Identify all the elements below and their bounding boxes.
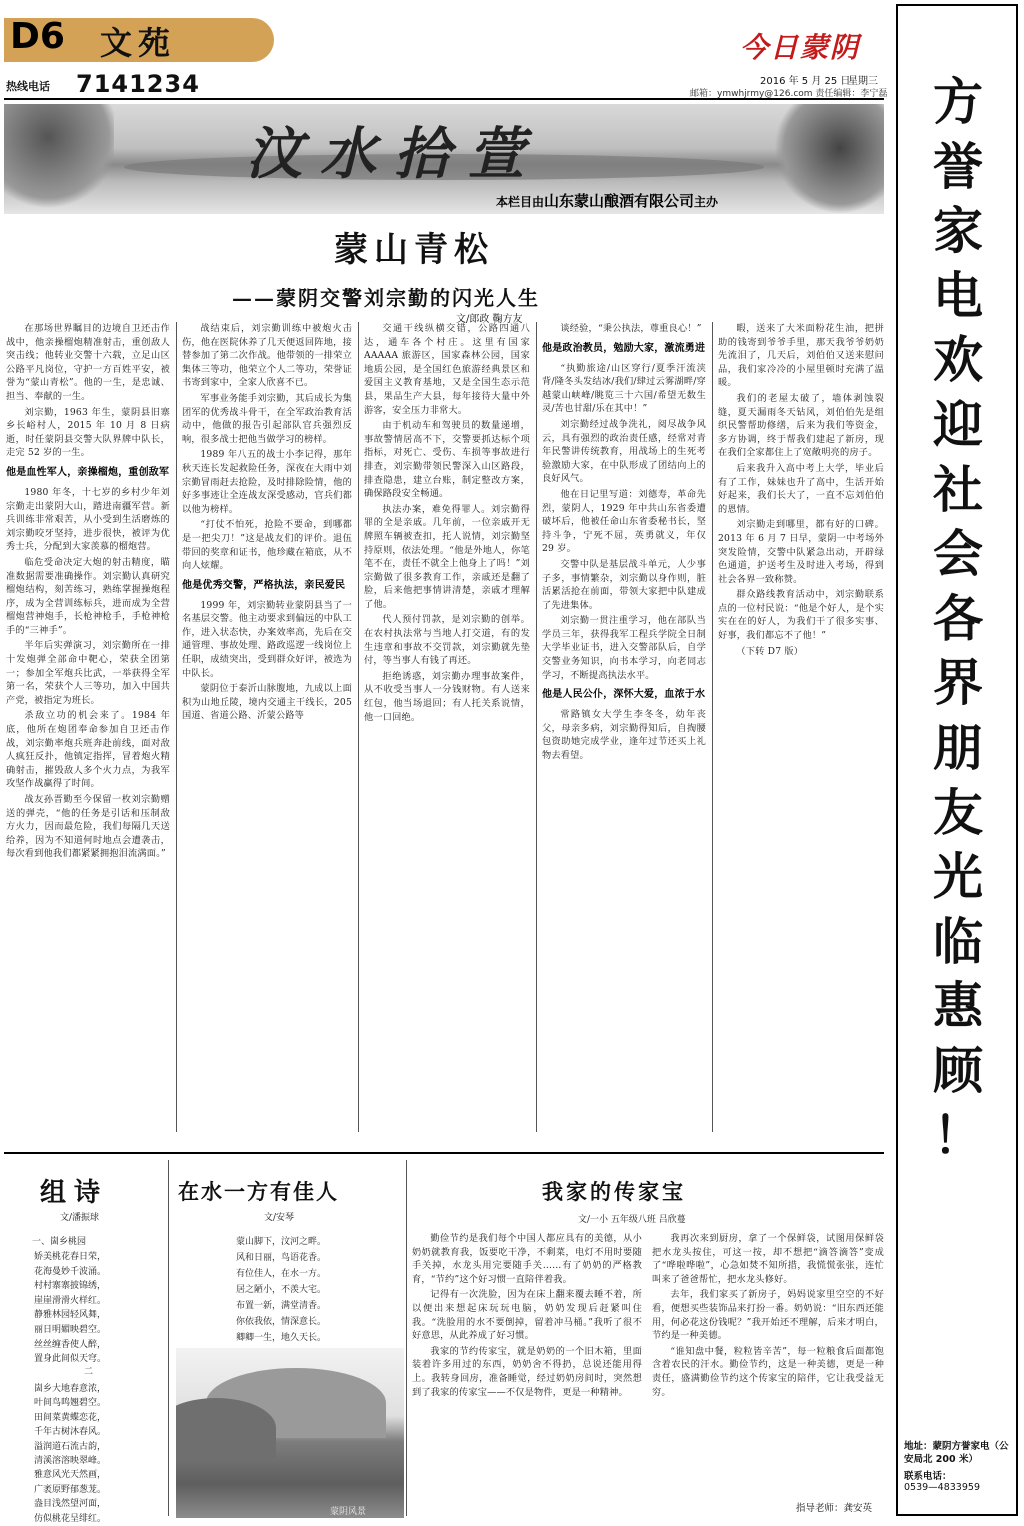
article-paragraph: （下转 D7 版）	[736, 645, 804, 657]
essay-paragraph: 我再次来到厨房，拿了一个保鲜袋，试图用保鲜袋把水龙头按住，可这一按，却不想把“滴答滴答”变成了“哗啦哗啦”，心急如焚不知所措，我慌慌张张，连忙叫来了爸爸帮忙，把水龙头修好。	[652, 1233, 884, 1285]
hotline-number: 7141234	[76, 70, 200, 98]
essay-paragraph: 去年，我们家买了新房子，妈妈说家里空空的不好看，便想买些装饰品来打扮一番。奶奶说：“旧东西还能用，何必花这份钱呢？”我开始还不理解，后来才明白，节约是一种美德。	[652, 1289, 884, 1342]
column-rule	[536, 322, 537, 1132]
essay-paragraph: 我家的节约传家宝，就是奶奶的一个旧木箱，里面装着许多用过的东西，奶奶舍不得扔，总说还能用得上。我转身回房，准备睡觉，经过奶奶房间时，突然想到了我家的传家宝——不仅是物件，更是一种精神。	[412, 1345, 642, 1398]
essay-teacher: 指导老师：龚安英	[796, 1503, 873, 1514]
ad-slogan-char: 家	[933, 202, 983, 261]
poem-line: 村村寨寨披锦绣，	[34, 1281, 107, 1292]
essay-byline: 文/一小 五年级八班 吕欣蔓	[578, 1215, 686, 1225]
poem-line: 盎目浅然望河面，	[34, 1499, 107, 1510]
ad-slogan-char: 顾	[933, 1041, 983, 1100]
essay-column-b	[652, 1232, 884, 1490]
poem-line: 叶间鸟鸣翘碧空。	[34, 1398, 107, 1409]
ad-slogan-char: 惠	[933, 977, 983, 1036]
ad-phone-label: 联系电话：	[904, 1471, 952, 1482]
poem-line: 卿卿一生，地久天长。	[236, 1333, 327, 1343]
ad-slogan-char: 欢	[933, 331, 983, 390]
ad-slogan-char: 光	[933, 848, 983, 907]
poem-line: 广袤原野郁葱茏。	[34, 1484, 107, 1495]
poem-line: 仿似桃花呈绯红。	[34, 1513, 107, 1524]
poem-line: 有位佳人，在水一方。	[236, 1269, 327, 1279]
poem1-byline: 文/潘振球	[60, 1213, 100, 1223]
article-paragraph: “执勤旅途/山区穿行/夏季汗流浃背/隆冬头发结冰/我们/肆过云雾湖畔/穿越蒙山峡峰/眺览三十六国/希望无数生灵/苦也甘甜/乐在其中！”	[542, 362, 706, 415]
article-paragraph: 刘宗勤，1963 年生，蒙阴县旧寨乡长峪村人，2015 年 10 月 8 日病逝，时任蒙阴县交警大队界牌中队长，走完 52 岁的一生。	[6, 406, 170, 459]
poem2-title: 在水一方有佳人	[178, 1180, 339, 1204]
article-subheading: 他是政治教员，勉励大家，激流勇进	[542, 342, 706, 354]
poem-line: 蒙山脚下，汶河之畔。	[236, 1237, 327, 1247]
article-paragraph: 后来我升入高中考上大学，毕业后有了工作，妹妹也升了高中，生活开始好起来，我们长大了，一直不忘刘伯伯的恩情。	[718, 462, 884, 515]
poem-line: 置身此间似天穹。	[34, 1354, 107, 1365]
ad-slogan-char: 迎	[933, 395, 983, 454]
hotline-label: 热线电话	[6, 80, 50, 93]
banner-title: 汶水拾萱	[246, 121, 542, 187]
article-subheading: 他是人民公仆，深怀大爱，血浓于水	[542, 689, 706, 701]
issue-weekday: 星期三	[848, 76, 878, 87]
section-name: 文苑	[100, 24, 177, 62]
article-column-4	[542, 322, 706, 1134]
article-paragraph: 交警中队是基层战斗单元，人少事子多，事情繁杂，刘宗勤以身作则，脏活累活抢在前面，带领大家把中队建成了先进集体。	[542, 558, 706, 611]
article-paragraph: 谈经验，“秉公执法，尊重良心！”	[560, 323, 702, 334]
poem-line: 雅意风光天然画，	[34, 1470, 107, 1481]
article-paragraph: 在那场世界瞩目的边境自卫还击作战中，他亲操榴炮精准射击，重创敌人突击线；他转业交警十六载，立足山区公路平凡岗位，守护一方百姓平安，被誉为“蒙山青松”。他的一生，是忠诚、担当、奉献的一生。	[6, 323, 170, 402]
sponsor-name: 山东蒙山酿酒有限公司	[544, 192, 695, 210]
essay-column-a	[412, 1232, 642, 1498]
article-paragraph: 1999 年，刘宗勤转业蒙阴县当了一名基层交警。他主动要求到偏远的中队工作，进入状态快，办案效率高，先后在交通管理、事故处理、路政巡逻一线岗位上任职，成绩突出，受到群众好评，被选为中队长。	[182, 599, 352, 679]
poem-line: 娇美桃花春日荣，	[34, 1252, 107, 1262]
essay-paragraph: 勤俭节约是我们每个中国人都应具有的美德，从小奶奶就教育我，饭要吃干净，不剩菜，电灯不用时要随手关掉，水龙头用完要随手关……有了奶奶的严格教育，“节约”这个好习惯一直陪伴着我。	[412, 1233, 642, 1285]
article-paragraph: 交通干线纵横交错，公路四通八达，通车各个村庄。这里有国家 AAAAA 旅游区，国家森林公园，国家地质公园，是全国红色旅游经典景区和爱国主义教育基地，又是全国生态示范县，果品生产大县，每年接待大量中外游客，安全压力非常大。	[364, 323, 530, 416]
article-paragraph: 战结束后，刘宗勤训练中被炮火击伤，他在医院休养了几天便返回阵地，接替参加了第二次作战。他带领的一排荣立集体三等功，他荣立个人二等功，荣誉证书寄到家中，全家人欣喜不已。	[182, 323, 352, 389]
sponsor-suffix: 主办	[694, 195, 719, 209]
column-rule	[358, 322, 359, 1132]
poem1-part2	[34, 1382, 164, 1526]
poem1-part1	[34, 1250, 164, 1367]
article-paragraph: 战友孙晋勤至今保留一枚刘宗勤赠送的弹壳，“他的任务是引话和压制敌方火力，因而最危险，我们每隔几天送给养，因为不知道何时地点会遭袭击，每次看到他我们都紧紧拥抱泪流满面。”	[6, 794, 170, 860]
article-paragraph: 群众路线教育活动中，刘宗勤联系点的一位村民说：“他是个好人，是个实实在在的好人，为我们干了很多实事、好事，我们都忘不了他！”	[718, 589, 884, 642]
ad-slogan-char: ！	[933, 1106, 983, 1165]
poem-line: 丽日明媚映碧空。	[34, 1324, 107, 1335]
ad-slogan-char: 界	[933, 654, 983, 713]
banner-trees-right	[774, 104, 884, 214]
poem-line: 你依我依，情深意长。	[236, 1317, 327, 1327]
poem-line: 千年古树沐春风。	[34, 1427, 107, 1438]
column-rule	[168, 1160, 169, 1516]
poem-line: 居之陋小，不羡大宅。	[236, 1285, 327, 1295]
issue-date: 2016 年 5 月 25 日	[760, 76, 851, 87]
article-paragraph: 杀敌立功的机会来了。1984 年底，他所在炮团奉命参加自卫还击作战，刘宗勤率炮兵班奔赴前线，面对敌人疯狂反扑，他镇定指挥，冒着炮火精确射击，摧毁敌人多个火力点，为我军攻坚作战赢得了时间。	[6, 710, 170, 790]
column-rule	[176, 322, 177, 1132]
ad-slogan-char: 社	[933, 460, 983, 519]
column-rule	[406, 1160, 407, 1516]
article-paragraph: 半年后实弹演习，刘宗勤所在一排十发炮弹全部命中靶心，荣获全团第一；参加全军炮兵比武，一举获得全军第一名，荣获个人三等功，加入中国共产党，被指定为班长。	[6, 640, 170, 706]
ad-slogan-char: 临	[933, 912, 983, 971]
banner-sponsor	[496, 190, 718, 211]
article-paragraph: 刘宗勤走到哪里，都有好的口碑。2013 年 6 月 7 日早，蒙阴一中考场外突发险情，交警中队紧急出动，开辟绿色通道，护送考生及时进入考场，得到社会各界一致称赞。	[718, 519, 884, 585]
poem2-lines	[236, 1234, 396, 1346]
ad-slogan-char: 会	[933, 525, 983, 584]
poem-line: 崖崖滑滑火样红。	[34, 1295, 107, 1306]
article-paragraph: 1980 年冬，十七岁的乡村少年刘宗勤走出蒙阴大山，踏进南疆军营。新兵训练非常艰苦，从小受到生活磨炼的刘宗勤咬牙坚持，进步很快，被评为优秀士兵，分配到大家羡慕的榴炮营。	[6, 486, 170, 553]
poem1-part1-title: 一、崮乡桃园	[32, 1237, 87, 1247]
email-editor: 邮箱：ymwhjrmy@126.com 责任编辑：李宁磊	[690, 89, 888, 99]
poem1-part2-title: 二	[84, 1367, 94, 1377]
ad-slogan-char: 方	[933, 73, 983, 131]
banner-trees-left	[4, 104, 114, 214]
poem-line: 崮乡大地春意浓，	[34, 1384, 107, 1394]
poem2-byline: 文/安琴	[264, 1213, 295, 1223]
ad-slogan-char: 各	[933, 589, 983, 648]
brand-logo: 今日蒙阴	[740, 31, 861, 64]
article-byline: 文/郎政 鞠方友	[456, 314, 523, 325]
photo-credit: 蒙阴风景	[330, 1507, 367, 1517]
article-paragraph: 执法办案，难免得罪人。刘宗勤得罪的全是亲戚。几年前，一位亲戚开无牌照车辆被查扣，托人说情，刘宗勤坚持原则，依法处理。“他是外地人，你笔笔不在，责任不就全上他身上了吗！”刘宗勤做了很多教育工作，亲戚还是翻了脸，后来他把事情讲清楚，亲戚才理解了他。	[364, 503, 530, 610]
article-subheading: 他是优秀交警，严格执法，亲民爱民	[182, 579, 346, 591]
poem-line: 风和日丽，鸟语花香。	[236, 1253, 327, 1263]
article-paragraph: 拒绝诱惑，刘宗勤办理事故案件，从不收受当事人一分钱财物。有人送来红包，他当场退回；有人托关系说情，他一口回绝。	[364, 670, 530, 723]
poem-line: 田间菜黄蝶恋花，	[34, 1412, 107, 1423]
poem-line: 花海曼妙千波涌。	[34, 1266, 107, 1277]
essay-title: 我家的传家宝	[542, 1180, 686, 1204]
article-column-3	[364, 322, 530, 1134]
article-paragraph: 蒙阴位于泰沂山脉腹地，九成以上面积为山地丘陵，境内交通主干线长，205 国道、省道公路、沂蒙公路等	[182, 683, 352, 722]
essay-paragraph: 记得有一次洗脸，因为在床上翻来覆去睡不着，所以便出来想起床玩玩电脑，奶奶发现后赶紧叫住我。“洗脸用的水不要倒掉，留着冲马桶。”我听了很不好意思，从此养成了好习惯。	[412, 1289, 642, 1342]
ad-slogan-char: 电	[933, 266, 983, 325]
article-column-5	[718, 322, 884, 1134]
poem-line: 清溪溶溶映翠峰。	[34, 1456, 107, 1467]
article-paragraph: 临危受命决定大炮的射击精度，瞄准数据需要准确操作。刘宗勤认真研究榴炮结构，刻苦练习，熟练掌握操炮程序，成为全营训练标兵，进而成为全营榴炮营神炮手，长枪神枪手，手枪神枪手的“三神手”。	[6, 556, 170, 636]
article-paragraph: 我们的老屋太破了，墙体剥蚀裂缝，夏天漏雨冬天钻风，刘伯伯先是组织民警帮助修缮，后来为我们等资金，多方协调，终于帮我们建起了新房，现在我们全家都住上了宽敞明亮的房子。	[718, 392, 884, 459]
article-subtitle: ——蒙阴交警刘宗勤的闪光人生	[232, 286, 540, 310]
page-code: D6	[10, 16, 65, 57]
article-paragraph: 常路镇女大学生李冬冬，幼年丧父，母亲多病，刘宗勤得知后，自掏腰包资助她完成学业，逢年过节还买上礼物去看望。	[542, 709, 706, 762]
article-title: 蒙山青松	[334, 230, 494, 270]
article-column-1	[6, 322, 170, 1134]
article-paragraph: 他在日记里写道：刘德寿，革命先烈，蒙阴人，1929 年中共山东省委遭破坏后，他被任命山东省委秘书长，坚持斗争，宁死不屈，英勇就义，年仅 29 岁。	[542, 488, 706, 555]
ad-phone: 0539—4833959	[904, 1482, 980, 1493]
sponsor-prefix: 本栏目由	[496, 195, 545, 209]
ad-slogan	[918, 70, 998, 1168]
essay-paragraph: “谁知盘中餐，粒粒皆辛苦”，每一粒粮食后面都饱含着农民的汗水。勤俭节约，这是一种美德，更是一种责任，盛满勤俭节约这个传家宝的陪伴，它让我受益无穷。	[652, 1345, 884, 1398]
poem1-title: 组诗	[40, 1178, 109, 1208]
article-paragraph: 由于机动车和驾驶员的数量递增，事故警情居高不下，交警要抓达标个项指标，对死亡、受伤、车损等事故进行排查，刘宗勤带领民警深入山区路段，排查隐患，建立台账，制定整改方案，确保路段安全畅通。	[364, 420, 530, 500]
poem-line: 丝丝缠香使人醉，	[34, 1339, 107, 1350]
article-paragraph: 刘宗勤经过战争洗礼，阅尽战争风云，具有强烈的政治责任感，经常对青年民警讲传统教育，用战场上的生死考验激励大家，在中队形成了团结向上的良好风气。	[542, 418, 706, 485]
article-subheading: 他是血性军人，亲操榴炮，重创敌军	[6, 466, 170, 478]
landscape-photo	[176, 1348, 404, 1518]
article-paragraph: 代人预付罚款，是刘宗勤的创举。在农村执法常与当地人打交道，有的发生违章和事故不交罚款，刘宗勤就先垫付，等当事人有钱了再还。	[364, 614, 530, 667]
article-paragraph: “打仗不怕死，抢险不要命，到哪都是一把尖刀！”这是战友们的评价。退伍带回的奖章和证书，他珍藏在箱底，从不向人炫耀。	[182, 519, 352, 572]
ad-slogan-char: 誉	[933, 137, 983, 196]
poem-line: 布置一新，满堂清香。	[236, 1301, 327, 1311]
ad-address: 地址：蒙阴方誉家电（公安局北 200 米）	[904, 1441, 1009, 1465]
article-paragraph: 刘宗勤一贯注重学习，他在部队当学员三年，获得我军工程兵学院全日制大学毕业证书，进入交警部队后，自学交警业务知识，向书本学习，向老同志学习，不断提高执法水平。	[542, 615, 706, 681]
article-paragraph: 暇，送来了大米面粉花生油，把拼助的钱寄到爷爷手里，那天我爷爷奶奶先流泪了，几天后，刘伯伯又送来慰问品，我们家冷冷的小屋里顿时充满了温暖。	[718, 323, 884, 389]
article-paragraph: 军事业务能手刘宗勤，其后成长为集团军的优秀战斗骨干，在全军政治教育活动中，他做的报告引起部队官兵强烈反响，很多战士把他当做学习的榜样。	[182, 392, 352, 445]
section-divider	[4, 1152, 884, 1154]
ad-slogan-char: 友	[933, 783, 983, 842]
poem-line: 溢润道石流古韵，	[34, 1441, 107, 1452]
poem-line: 静雅林园轻风舞，	[34, 1310, 107, 1321]
ad-slogan-char: 朋	[933, 718, 983, 777]
article-paragraph: 1989 年八五的战士小李记得，那年秋天连长发起救险任务，深夜在大雨中刘宗勤冒雨赶去抢险，及时排除险情，他的好多事迹让全连战友深受感动，官兵们都以他为榜样。	[182, 449, 352, 515]
column-rule	[712, 322, 713, 1132]
header-rule	[4, 98, 884, 100]
article-column-2	[182, 322, 352, 1134]
